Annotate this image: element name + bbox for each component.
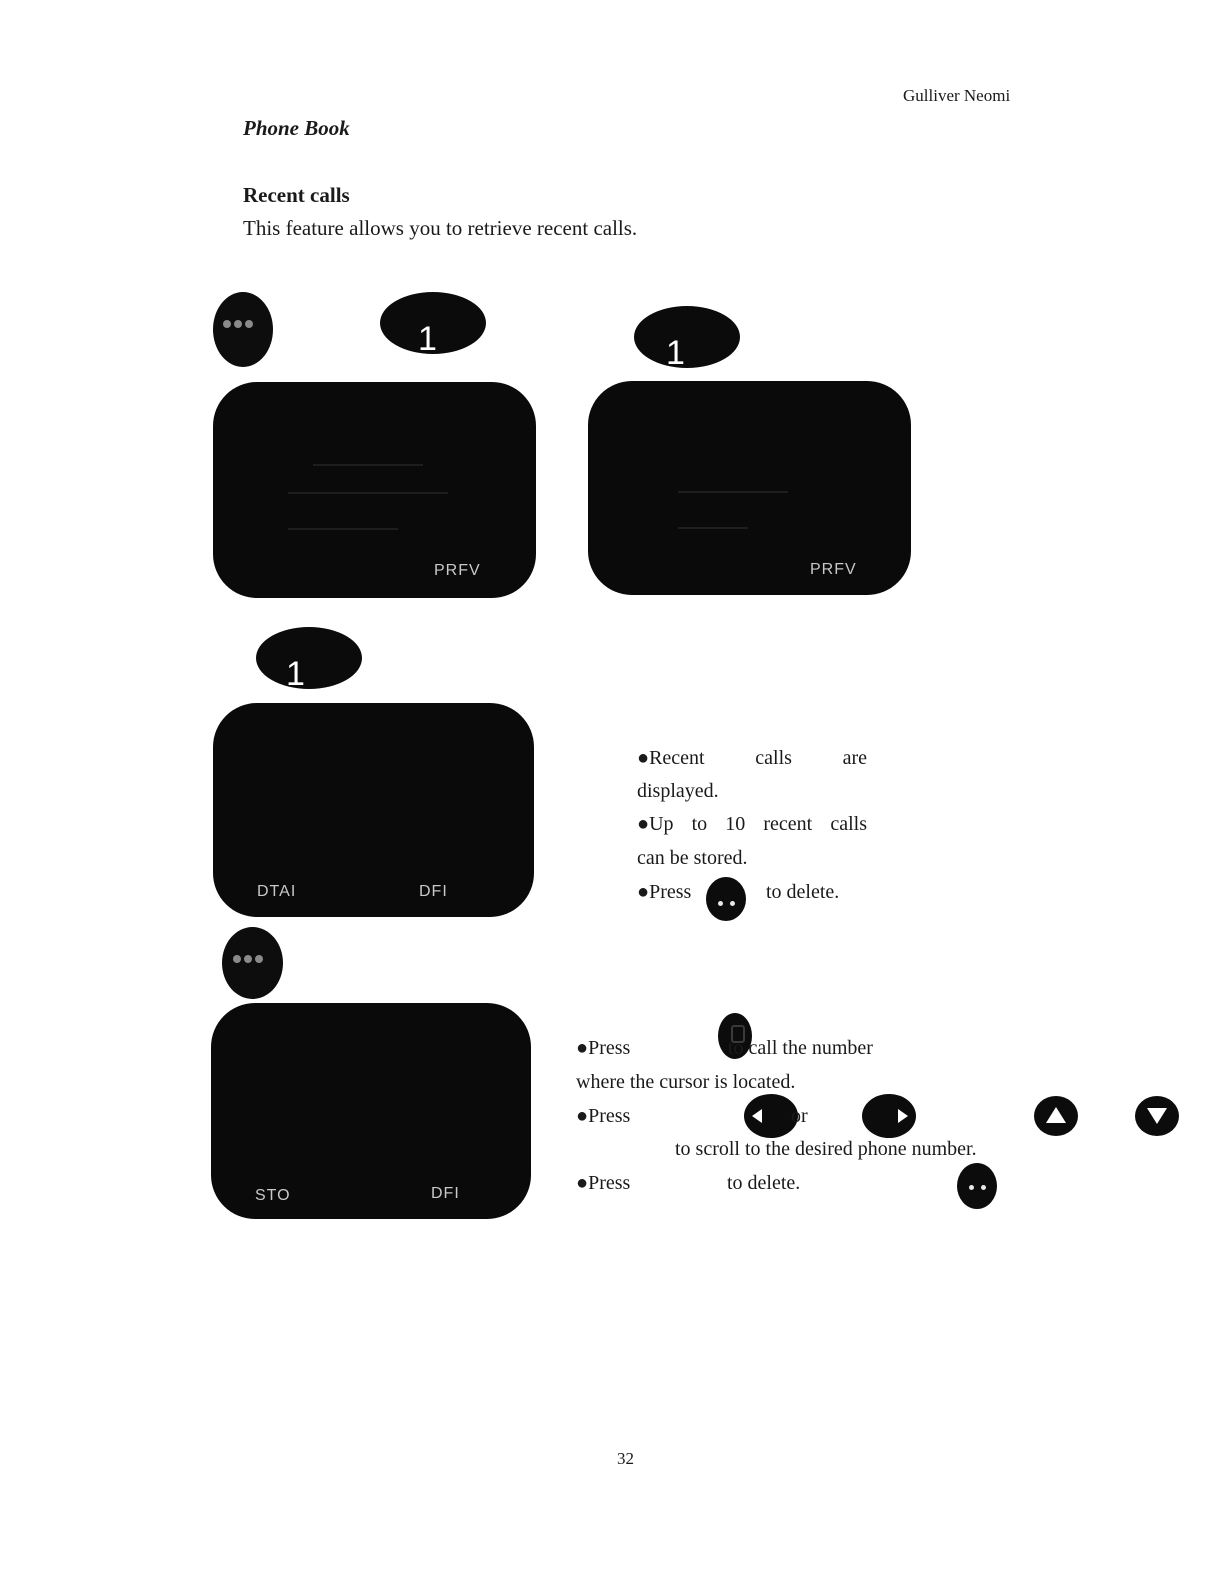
softkey-store[interactable]: STO [255, 1187, 291, 1204]
note-line: ●Press [576, 1172, 631, 1194]
note-line: ●Press [576, 1037, 631, 1059]
one-key-icon [634, 306, 740, 372]
section-title: Phone Book [243, 116, 350, 140]
softkey-delete[interactable]: DFI [431, 1185, 460, 1202]
note-line: to delete. [727, 1172, 801, 1194]
down-arrow-icon [1135, 1096, 1179, 1136]
phone-screen-calls [213, 703, 534, 917]
one-key-label: 1 [666, 334, 685, 372]
intro-text: This feature allows you to retrieve recent calls. [243, 216, 638, 240]
phone-screen-recent-list [213, 382, 536, 598]
note-line: ●Press [637, 881, 692, 903]
phone-screen-options [211, 1003, 531, 1219]
note-line: to call the number [728, 1037, 873, 1059]
note-line: can be stored. [637, 847, 748, 869]
menu-key-icon [222, 927, 283, 999]
one-key-label: 1 [418, 320, 437, 358]
phone-screen-detail [588, 381, 911, 595]
note-line: to delete. [766, 881, 840, 903]
left-arrow-icon [744, 1094, 798, 1138]
note-line: to scroll to the desired phone number. [675, 1138, 977, 1160]
one-key-icon [380, 292, 486, 358]
delete-key-icon [706, 877, 746, 921]
right-arrow-icon [862, 1094, 916, 1138]
note-line: displayed. [637, 780, 719, 802]
softkey-delete[interactable]: DFI [419, 883, 448, 900]
note-line: ●Recent calls are [637, 747, 867, 769]
softkey-prev[interactable]: PRFV [810, 561, 857, 578]
one-key-icon [256, 627, 362, 693]
softkey-prev[interactable]: PRFV [434, 562, 481, 579]
note-line: or [791, 1105, 808, 1127]
subsection-title: Recent calls [243, 183, 350, 207]
menu-key-icon [213, 292, 273, 367]
softkey-detail[interactable]: DTAI [257, 883, 297, 900]
note-line: ●Up to 10 recent calls [637, 813, 867, 835]
delete-key-icon [957, 1163, 997, 1209]
note-line: where the cursor is located. [576, 1071, 796, 1093]
one-key-label: 1 [286, 655, 305, 693]
up-arrow-icon [1034, 1096, 1078, 1136]
manual-title: Gulliver Neomi [903, 86, 1011, 105]
page-number: 32 [617, 1449, 634, 1468]
note-line: ●Press [576, 1105, 631, 1127]
